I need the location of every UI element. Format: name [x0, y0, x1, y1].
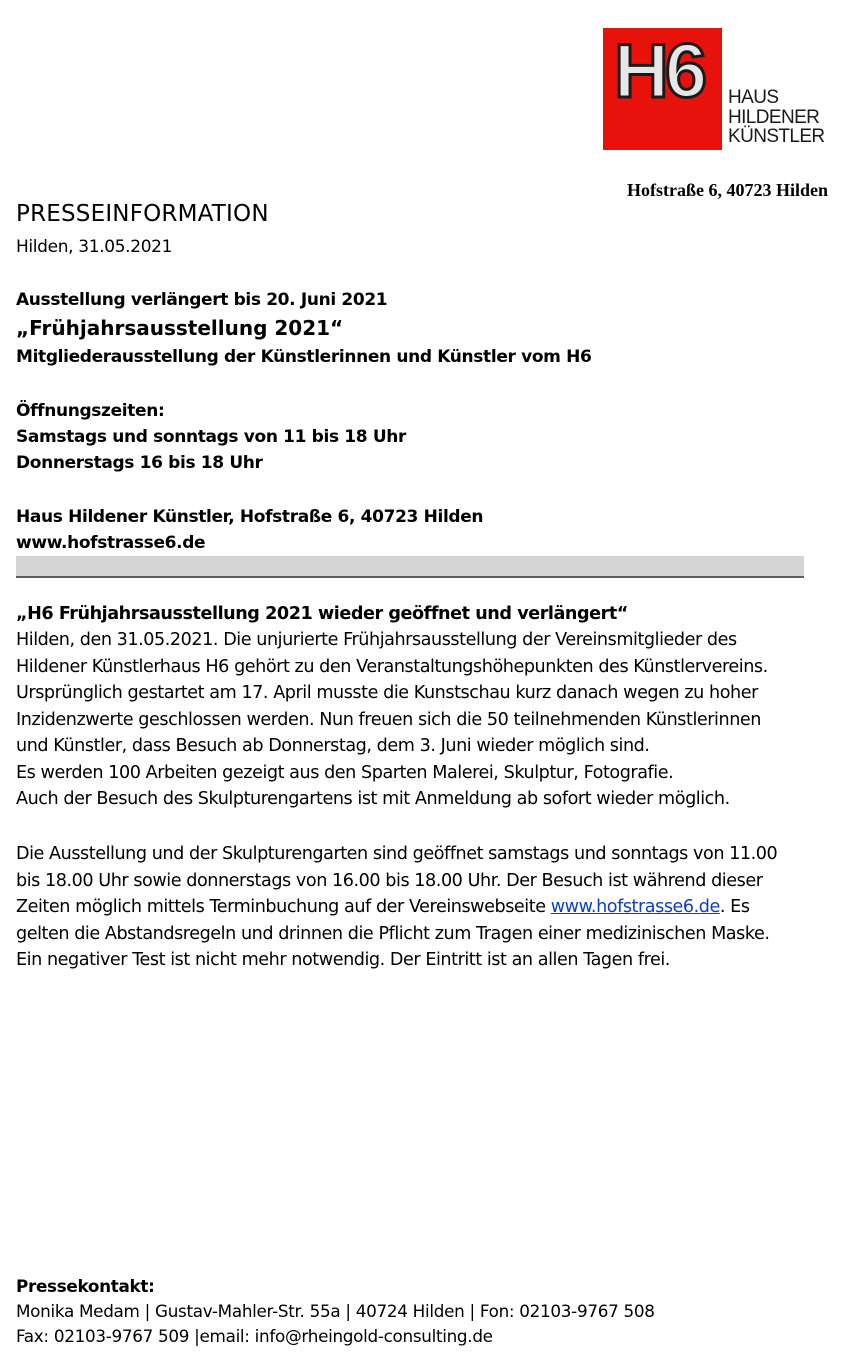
divider-bar: [16, 556, 804, 578]
paragraph-line: und Künstler, dass Besuch ab Donnerstag, dem 3. Juni wieder möglich sind.: [16, 736, 650, 756]
paragraph-text: Zeiten möglich mittels Terminbuchung auf der Vereinswebseite: [16, 897, 551, 917]
paragraph-line: Ein negativer Test ist nicht mehr notwendig. Der Eintritt ist an allen Tagen frei.: [16, 950, 670, 970]
hours-weekend: Samstags und sonntags von 11 bis 18 Uhr: [16, 427, 407, 447]
press-contact-line-1: Monika Medam | Gustav-Mahler-Str. 55a | 40724 Hilden | Fon: 02103-9767 508: [16, 1301, 655, 1321]
paragraph-line: Es werden 100 Arbeiten gezeigt aus den Sparten Malerei, Skulptur, Fotografie.: [16, 762, 674, 783]
logo-mark: H6: [614, 29, 704, 114]
press-contact-label: Pressekontakt:: [16, 1276, 155, 1296]
paragraph-text: . Es: [719, 897, 750, 917]
article-headline: „H6 Frühjahrsausstellung 2021 wieder geöffnet und verlängert“: [16, 604, 628, 624]
paragraph-line: Hildener Künstlerhaus H6 gehört zu den Veranstaltungshöhepunkten des Künstlervereins.: [16, 656, 768, 677]
venue-address: Haus Hildener Künstler, Hofstraße 6, 40723 Hilden: [16, 507, 484, 527]
article-paragraph-1: [16, 627, 768, 813]
paragraph-line: Die Ausstellung und der Skulpturengarten sind geöffnet samstags und sonntags von 11.00: [16, 844, 778, 864]
paragraph-line: Inzidenzwerte geschlossen werden. Nun freuen sich die 50 teilnehmenden Künstlerinnen: [16, 709, 761, 730]
date-line: Hilden, 31.05.2021: [16, 237, 173, 257]
hours-thursday: Donnerstags 16 bis 18 Uhr: [16, 453, 263, 473]
paragraph-line: bis 18.00 Uhr sowie donnerstags von 16.00 bis 18.00 Uhr. Der Besuch ist während dieser: [16, 870, 763, 891]
paragraph-line: [16, 894, 777, 921]
website-link[interactable]: www.hofstrasse6.de: [550, 897, 720, 917]
paragraph-line: Auch der Besuch des Skulpturengartens ist mit Anmeldung ab sofort wieder möglich.: [16, 789, 730, 809]
venue-website: www.hofstrasse6.de: [16, 533, 206, 553]
exhibition-name: „Frühjahrsausstellung 2021“: [16, 316, 344, 340]
logo-line-hildener: HILDENER: [728, 106, 820, 128]
logo-line-haus: HAUS: [728, 87, 779, 108]
paragraph-line: gelten die Abstandsregeln und drinnen die Pflicht zum Tragen einer medizinischen Maske.: [16, 923, 770, 944]
logo-wordmark: [728, 88, 825, 147]
paragraph-line: Ursprünglich gestartet am 17. April musste die Kunstschau kurz danach wegen zu hoher: [16, 683, 758, 703]
article-paragraph-2: [16, 841, 777, 974]
header-address: Hofstraße 6, 40723 Hilden: [627, 180, 828, 200]
logo-line-kuenstler: KÜNSTLER: [728, 126, 825, 147]
paragraph-line: Hilden, den 31.05.2021. Die unjurierte Frühjahrsausstellung der Vereinsmitglieder des: [16, 630, 737, 650]
page-title: PRESSEINFORMATION: [16, 201, 269, 227]
press-contact-line-2: Fax: 02103-9767 509 |email: info@rheingold-consulting.de: [16, 1326, 493, 1346]
exhibition-subtitle: Mitgliederausstellung der Künstlerinnen und Künstler vom H6: [16, 347, 592, 367]
extended-notice: Ausstellung verlängert bis 20. Juni 2021: [16, 290, 388, 310]
hours-label: Öffnungszeiten:: [16, 401, 165, 421]
